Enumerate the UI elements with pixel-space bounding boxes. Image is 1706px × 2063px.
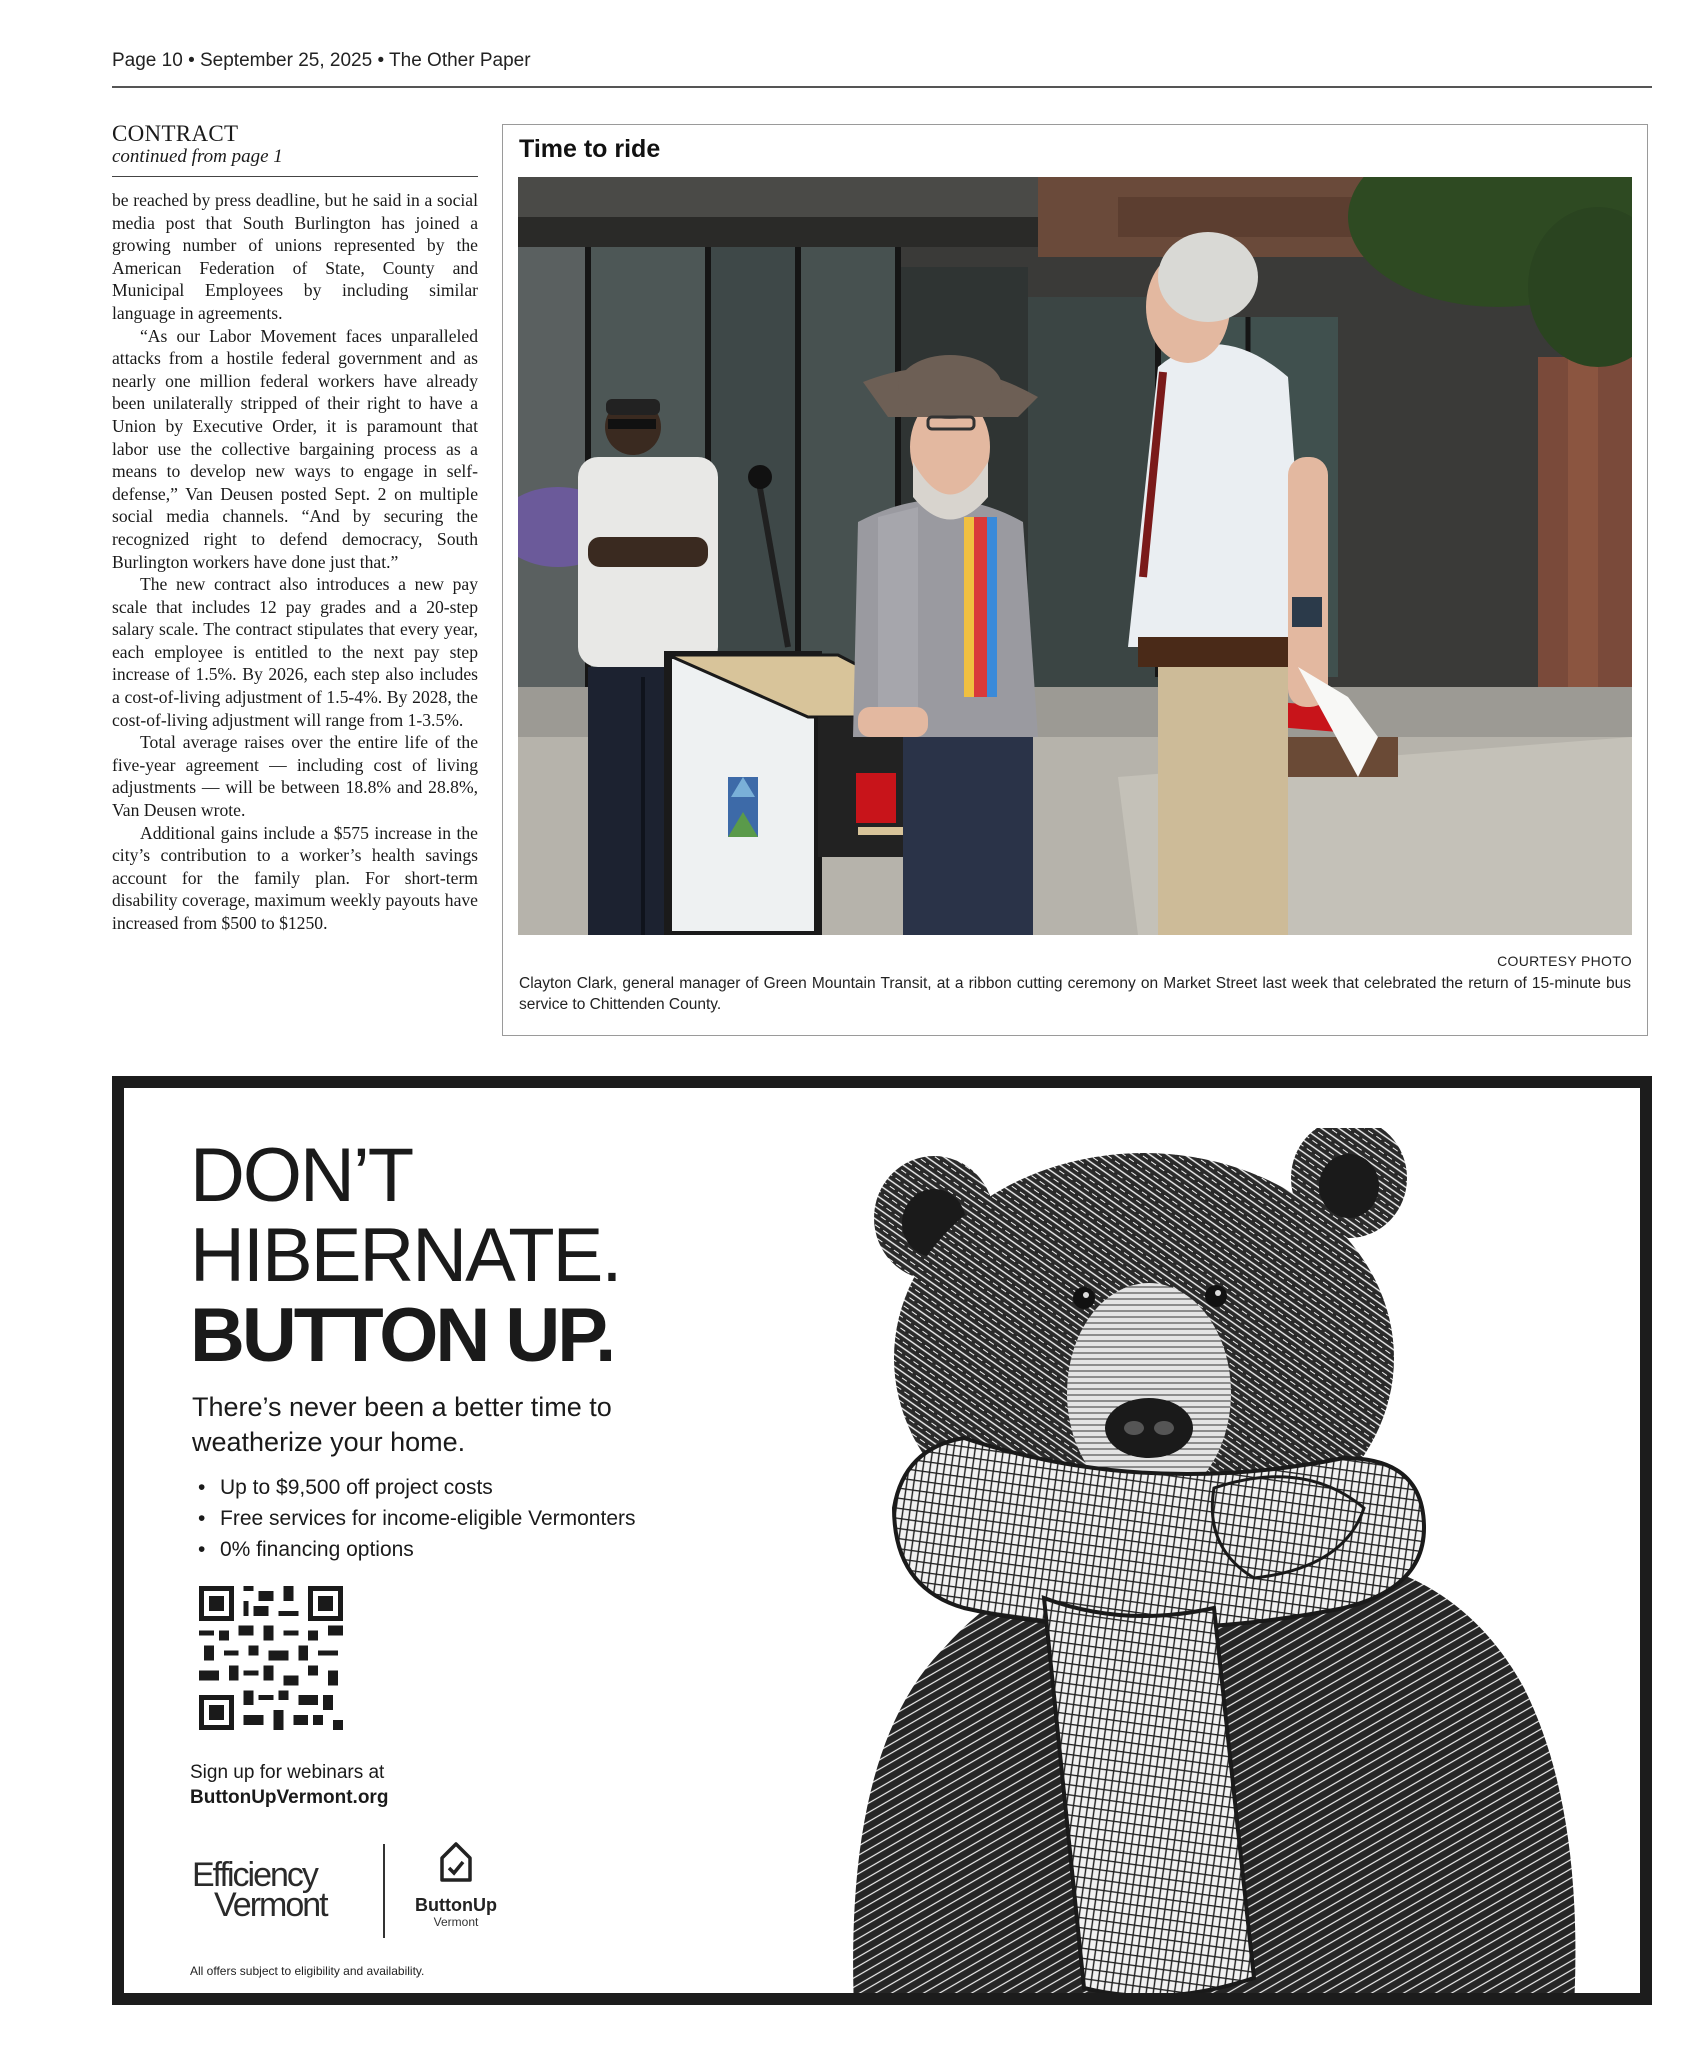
signup-text: [190, 1760, 388, 1810]
article-paragraph: be reached by press deadline, but he said in a social media post that South Burlington has joined a growing number of unions represented by the American Federation of State, County and Municipal Employees by including similar language in agreements.: [112, 190, 478, 323]
bear-illustration: [784, 1128, 1644, 2005]
article-column: [112, 122, 478, 935]
article-rule: [112, 176, 478, 177]
ad-fineprint: All offers subject to eligibility and availability.: [190, 1964, 425, 1978]
signup-link[interactable]: ButtonUpVermont.org: [190, 1787, 389, 1808]
logo-vermont-text: Vermont: [214, 1886, 327, 1924]
article-body: [112, 189, 478, 935]
ad-bullet-list: [192, 1472, 636, 1565]
photo-caption: Clayton Clark, general manager of Green Mountain Transit, at a ribbon cutting ceremony on Market Street last week that celebrated the return of 15-minute bus service to Chittenden County.: [519, 975, 1631, 1013]
news-photo: [518, 177, 1632, 935]
photo-title: Time to ride: [519, 135, 661, 163]
advertisement[interactable]: [112, 1076, 1652, 2005]
ad-bullet: • 0% financing options: [192, 1534, 636, 1565]
article-paragraph: “As our Labor Movement faces unparalleled attacks from a hostile federal government and as nearly one million federal workers have already been unilaterally stripped of their right to have a Union by Executive Order, it is paramount that labor use the collective bargaining process as a means to develop new ways to engage in self-defense,” Van Deusen posted Sept. 2 on multiple social media channels. “And by securing the recognized right to defend democracy, South Burlington workers have done just that.”: [112, 325, 478, 572]
photo-credit: COURTESY PHOTO: [1497, 953, 1632, 969]
ad-headline: [190, 1133, 621, 1378]
buttonup-logo: [406, 1838, 506, 1928]
ad-bullet: • Up to $9,500 off project costs: [192, 1472, 636, 1503]
article-paragraph: Additional gains include a $575 increase in the city’s contribution to a worker’s health savings account for the family plan. For short-term disability coverage, maximum weekly payouts have increased from $500 to $1250.: [112, 822, 478, 933]
buttonup-sub: Vermont: [433, 1915, 479, 1929]
page-header: Page 10 • September 25, 2025 • The Other Paper: [112, 50, 531, 71]
buttonup-name: ButtonUp: [415, 1895, 497, 1915]
ad-subhead: There’s never been a better time to weatherize your home.: [192, 1392, 612, 1457]
house-icon: [436, 1838, 476, 1886]
logo-divider: [383, 1844, 385, 1938]
signup-label: Sign up for webinars at: [190, 1762, 385, 1783]
logo-efficiency-text: Efficiency: [192, 1856, 317, 1894]
ad-headline-line: HIBERNATE.: [190, 1213, 621, 1298]
ad-headline-line: DON’T: [190, 1133, 413, 1218]
efficiency-vermont-logo: [192, 1856, 352, 1924]
continued-line: continued from page 1: [112, 146, 283, 167]
photo-illustration: [518, 177, 1632, 935]
header-rule: [112, 86, 1652, 88]
article-kicker: CONTRACT: [112, 121, 239, 146]
article-paragraph: Total average raises over the entire life of the five-year agreement — including cost of living adjustments — will be between 18.8% and 28.8%, Van Deusen wrote.: [112, 732, 478, 821]
ad-bullet: • Free services for income-eligible Vermonters: [192, 1503, 636, 1534]
qr-code-icon[interactable]: [199, 1586, 343, 1730]
article-paragraph: The new contract also introduces a new pay scale that includes 12 pay grades and a 20-step salary scale. The contract stipulates that every year, each employee is entitled to the next pay step increase of 1.5%. By 2026, each step also includes a cost-of-living adjustment of 1.5-4%. By 2028, the cost-of-living adjustment will range from 1-3.5%.: [112, 574, 478, 730]
ad-headline-bold: BUTTON UP.: [190, 1293, 614, 1378]
photo-box: [502, 124, 1648, 1036]
